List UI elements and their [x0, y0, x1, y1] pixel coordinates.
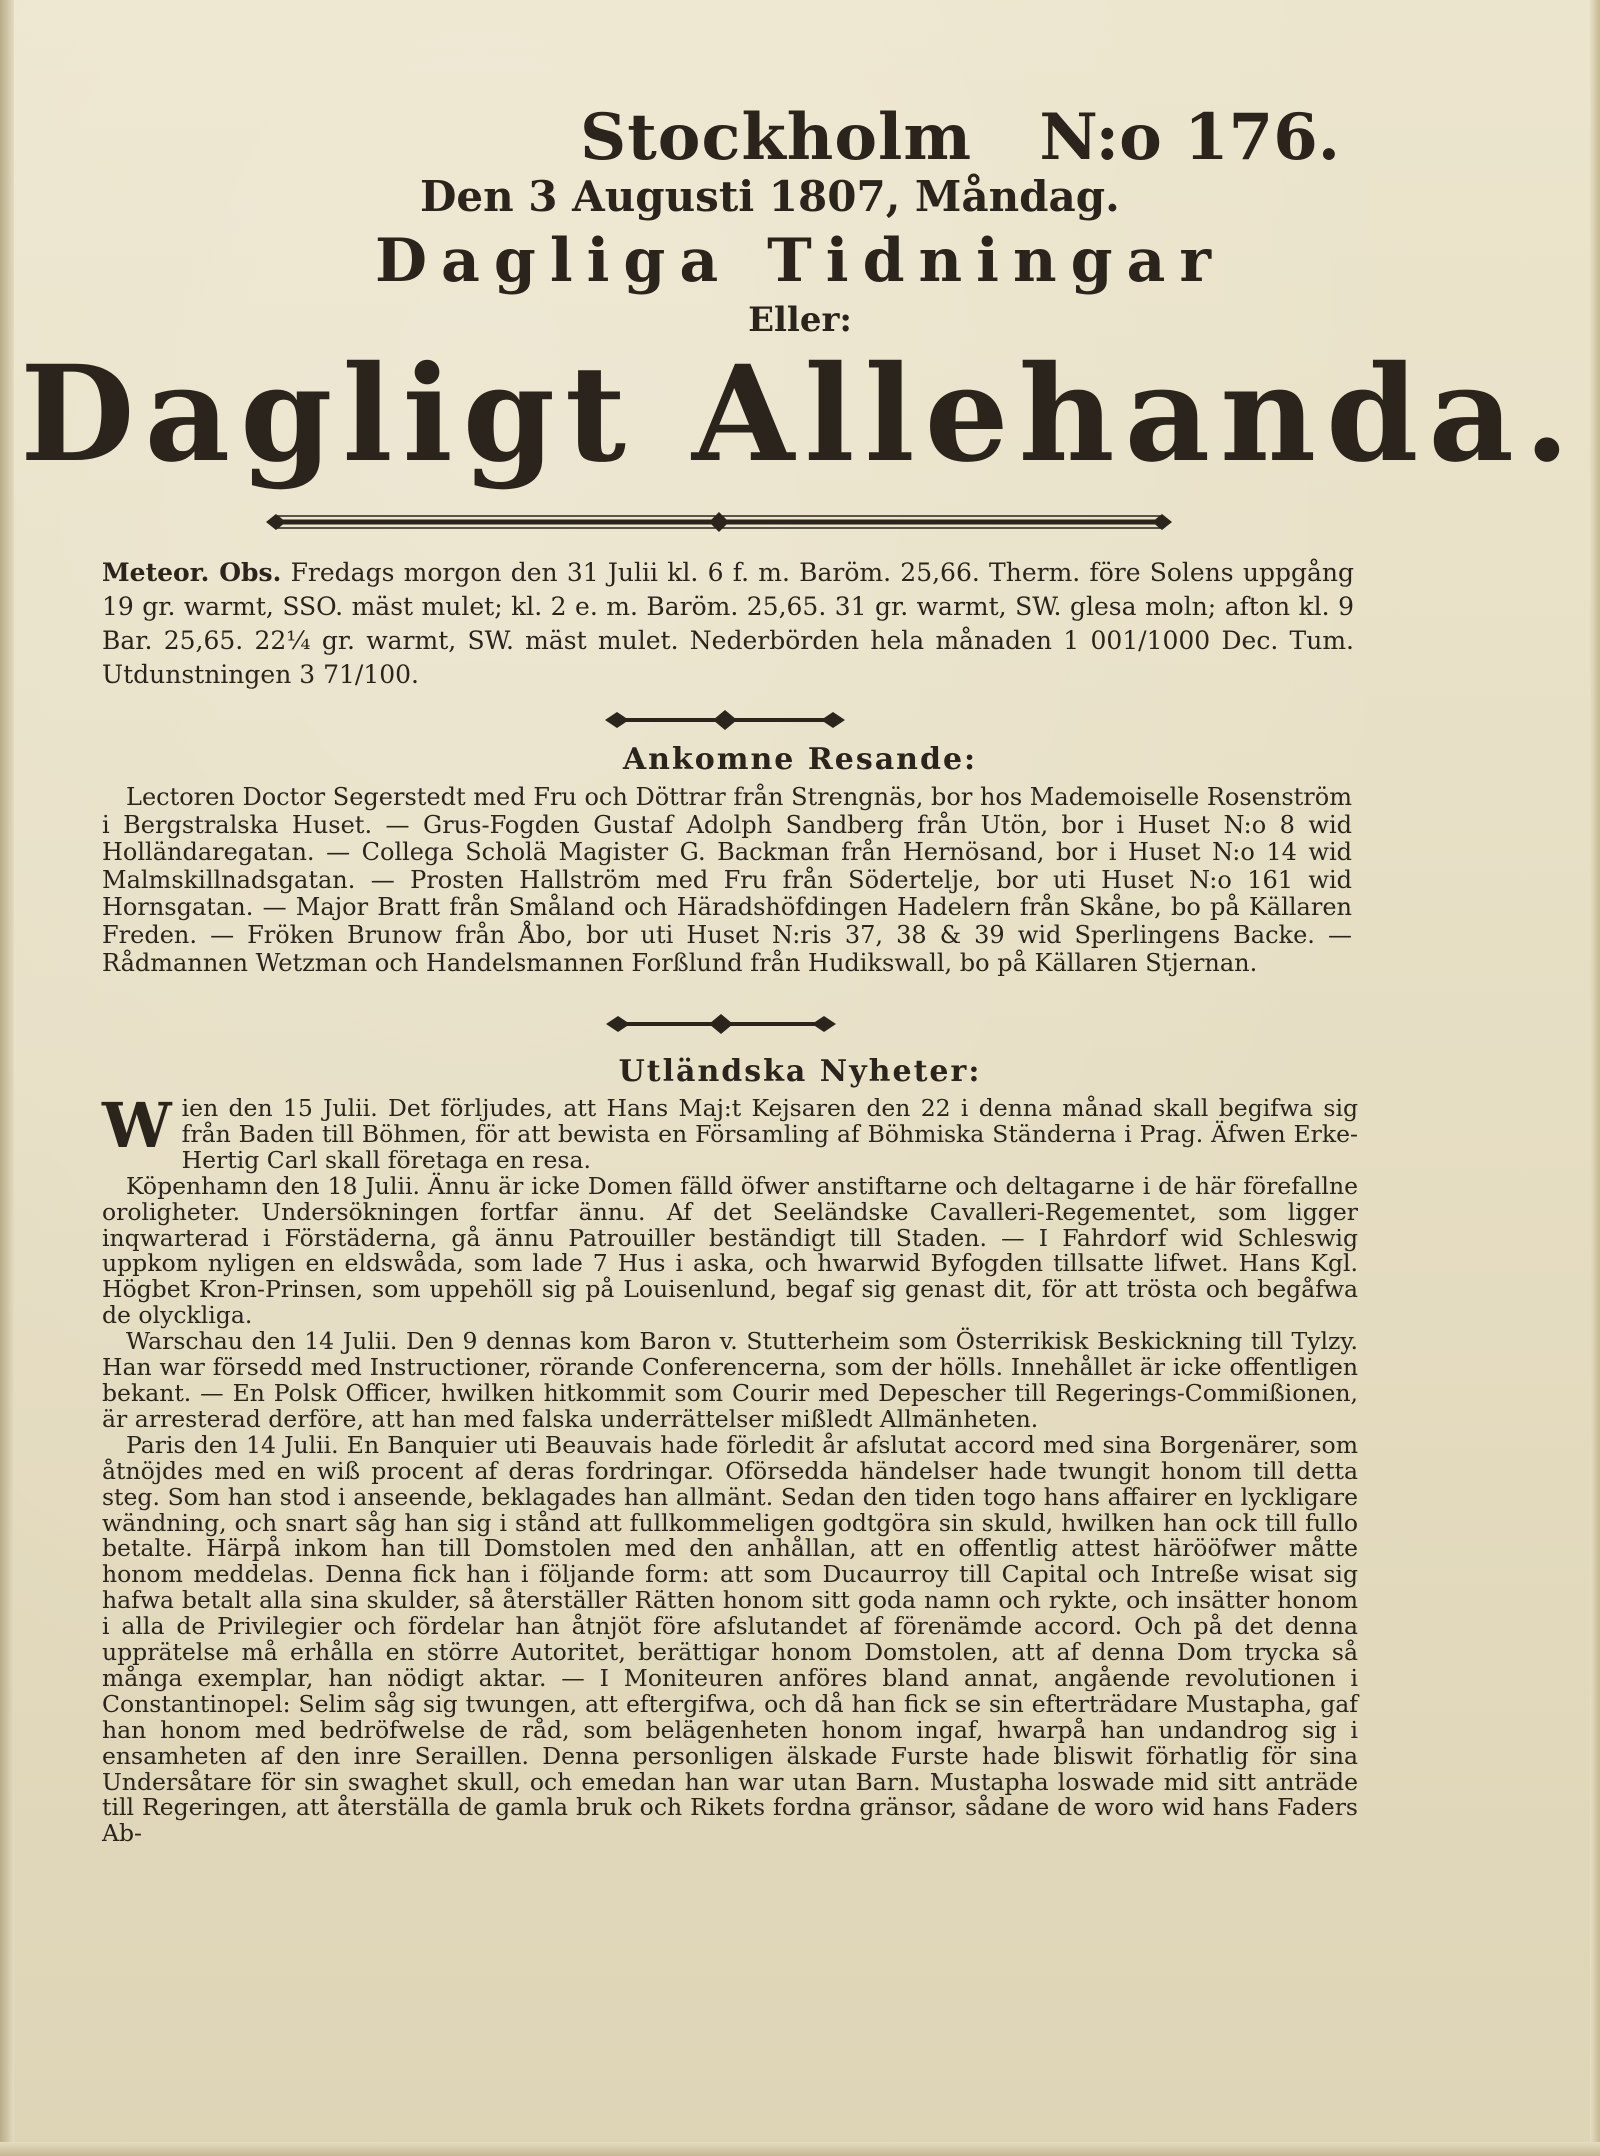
masthead-subtitle: Dagliga Tidningar	[374, 226, 1226, 296]
meteor-label: Meteor. Obs.	[102, 558, 282, 587]
masthead-city: Stockholm	[580, 100, 973, 175]
travellers-list: Lectoren Doctor Segerstedt med Fru och Döttrar från Strengnäs, bor hos Mademoiselle Rosenström i Bergstralska Huset. — Grus-Fogden Gustaf Adolph Sandberg från Utön, bor i Huset N:o 8 wid Holländaregatan. — Collega Scholä Magister G. Backman från Hernösand, bor i Huset N:o 14 wid Malmskillnadsgatan. — Prosten Hallström med Fru från Södertelje, bor uti Huset N:o 161 wid Hornsgatan. — Major Bratt från Småland och Häradshöfdingen Hadelern från Skåne, bo på Källaren Freden. — Fröken Brunow från Åbo, bor uti Huset N:ris 37, 38 & 39 wid Sperlingens Backe. — Rådmannen Wetzman och Handelsmannen Forßlund från Hudikswall, bo på Källaren Stjernan.	[102, 783, 1352, 977]
masthead-row	[560, 100, 1340, 180]
issue-date: Den 3 Augusti 1807, Måndag.	[420, 172, 1120, 221]
foreign-news-heading: Utländska Nyheter:	[618, 1054, 982, 1089]
issue-number: N:o 176.	[1039, 100, 1340, 175]
news-paragraph-text: ien den 15 Julii. Det förljudes, att Hans Maj:t Kejsaren den 22 i denna månad skall begifwa sig från Baden till Böhmen, för att bewista en Församling af Böhmiska Ständerna i Prag. Äfwen Erke-Hertig Carl skall företaga en resa.	[181, 1094, 1358, 1174]
paper-edge-bottom	[0, 2142, 1600, 2156]
drop-cap: W	[102, 1089, 172, 1162]
masthead-title: Dagligt Allehanda.	[20, 337, 1580, 492]
meteor-observations	[102, 556, 1354, 692]
ornament-divider	[606, 1012, 836, 1036]
travellers-heading: Ankomne Resande:	[622, 742, 978, 777]
masthead-or: Eller:	[748, 300, 852, 340]
foreign-news-body	[102, 1089, 1358, 1848]
meteor-text: Fredags morgon den 31 Julii kl. 6 f. m. Baröm. 25,66. Therm. före Solens uppgång 19 gr. warmt, SSO. mäst mulet; kl. 2 e. m. Baröm. 25,65. 31 gr. warmt, SW. glesa moln; afton kl. 9 Bar. 25,65. 22¼ gr. warmt, SW. mäst mulet. Nederbörden hela månaden 1 001/1000 Dec. Tum. Utdunstningen 3 71/100.	[102, 558, 1354, 689]
news-paragraph: Warschau den 14 Julii. Den 9 dennas kom Baron v. Stutterheim som Österrikisk Beskickning till Tylzy. Han war försedd med Instructioner, rörande Conferencerna, som der hölls. Innehållet är icke offentligen bekant. — En Polsk Officer, hwilken hitkommit som Courir med Depescher till Regerings-Commißionen, är arresterad derföre, att han med falska underrättelser mißledt Allmänheten.	[102, 1327, 1358, 1433]
news-paragraph	[102, 1089, 1358, 1174]
news-paragraph: Paris den 14 Julii. En Banquier uti Beauvais hade förledit år afslutat accord med sina Borgenärer, som åtnöjdes med en wiß procent af deras fordringar. Oförseddа händelser hade twungit honom till detta steg. Som han stod i anseende, beklagades han allmänt. Sedan den tiden togo hans affairer en lyckligare wändning, och snart såg han sig i stånd att fullkommeligen godtgöra sin skuld, hwilken han ock till fullo betalte. Härpå inkom han till Domstolen med den anhållan, att en offentlig attest härööfwer måtte honom meddelas. Denna fick han i följande form: att som Ducaurroy till Capital och Intreße wisat sig hafwa betalt alla sina skulder, så återställer Rätten honom sitt goda namn och rykte, och insätter honom i alla de Privilegier och fördelar han åtnjöt före afslutandet af förenämde accord. Och på det denna upprätelse må erhålla en större Autoritet, berättigar honom Domstolen, att af denna Dom trycka så många exemplar, han nödigt aktar. — I Moniteuren anföres bland annat, angående revolutionen i Constantinopel: Selim såg sig twungen, att eftergifwa, och då han fick se sin efterträdare Mustapha, gaf han honom med bedröfwelse de råd, som belägenheten honom ingaf, hwarpå han undandrog sig i ensamheten af den inre Seraillen. Denna personligen älskade Furste hade bliswit förhatlig för sina Undersåtare för sin swaghet skull, och emedan han war utan Barn. Mustapha loswade mid sitt anträde till Regeringen, att återställa de gamla bruk och Rikets fordna gränsor, sådane de woro wid hans Faders Ab-	[102, 1430, 1358, 1848]
ornament-divider	[605, 708, 845, 732]
news-paragraph: Köpenhamn den 18 Julii. Ännu är icke Domen fälld öfwer anstiftarne och deltagarne i de här förefallne oroligheter. Undersökningen fortfar ännu. Af det Seeländske Cavalleri-Regementet, som ligger inqwarterad i Förstäderna, gå ännu Patrouiller beständigt till Staden. — I Fahrdorf wid Schleswig uppkom nyligen en eldswåda, som lade 7 Hus i aska, och hwarwid Byfogden tillsatte lifwet. Hans Kgl. Högbet Kron-Prinsen, som uppehöll sig på Louisenlund, begaf sig genast dit, för att trösta och begåfwa de olyckliga.	[102, 1171, 1358, 1330]
masthead-ornamental-rule	[266, 508, 1172, 536]
